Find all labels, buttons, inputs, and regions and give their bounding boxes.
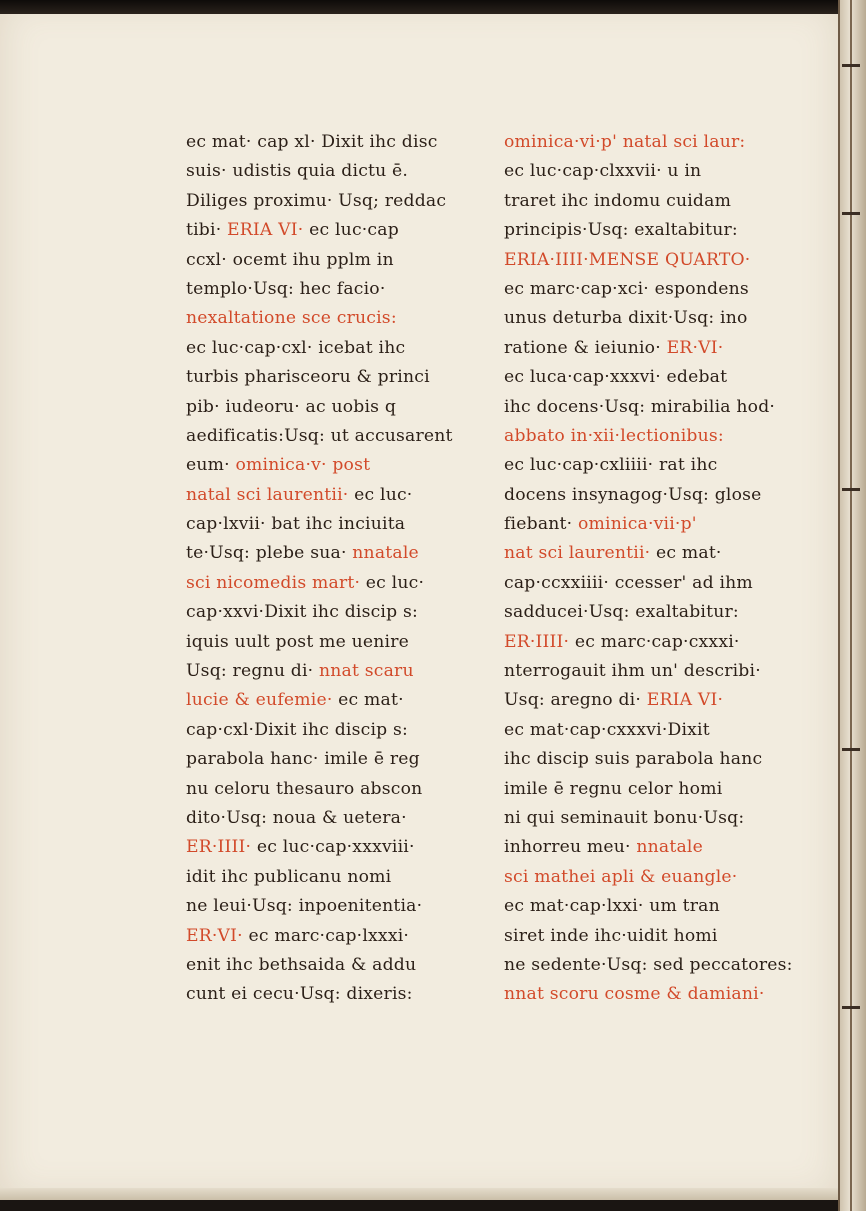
binding-stitch bbox=[842, 488, 860, 491]
page-bottom-shadow bbox=[0, 1188, 840, 1200]
body-text: ec luc·cap bbox=[303, 220, 399, 241]
text-line bbox=[186, 686, 486, 715]
text-line bbox=[504, 686, 804, 715]
body-text: pib· iudeoru· ac uobis q bbox=[186, 396, 397, 417]
body-text: sadducei·Usq: exaltabitur: bbox=[504, 602, 739, 623]
text-line bbox=[186, 187, 486, 216]
text-line bbox=[504, 922, 804, 951]
rubric-text: ER·VI· bbox=[666, 337, 724, 358]
body-text: ec mat· cap xl· Dixit ihc disc bbox=[186, 132, 438, 152]
text-line bbox=[186, 863, 486, 892]
body-text: ec mat·cap·lxxi· um tran bbox=[504, 896, 720, 917]
right-text-column bbox=[504, 128, 804, 1010]
body-text: cap·cxl·Dixit ihc discip s: bbox=[186, 719, 409, 740]
rubric-text: ERIA VI· bbox=[227, 220, 304, 241]
rubric-text: ominica·vi·p' natal sci laur: bbox=[504, 132, 746, 152]
text-line bbox=[504, 951, 804, 980]
binding-stitch bbox=[842, 1006, 860, 1009]
text-line bbox=[504, 745, 804, 774]
binding-edge bbox=[838, 0, 866, 1211]
text-line bbox=[504, 598, 804, 627]
text-line bbox=[186, 628, 486, 657]
text-line bbox=[186, 922, 486, 951]
body-text: ec marc·cap·xci· espondens bbox=[504, 278, 749, 299]
text-line bbox=[186, 539, 486, 568]
binding-stitch bbox=[842, 748, 860, 751]
body-text: iquis uult post me uenire bbox=[186, 631, 410, 652]
rubric-text: ERIA·IIII·MENSE QUARTO· bbox=[504, 249, 751, 270]
rubric-text: natal sci laurentii· bbox=[186, 484, 349, 505]
body-text: nu celoru thesauro abscon bbox=[186, 778, 423, 799]
binding-stitch bbox=[842, 212, 860, 215]
text-line bbox=[186, 157, 486, 186]
text-line bbox=[186, 745, 486, 774]
body-text: suis· udistis quia dictu ē. bbox=[186, 161, 409, 182]
text-line bbox=[186, 657, 486, 686]
body-text: ec mat· bbox=[650, 543, 722, 564]
body-text: enit ihc bethsaida & addu bbox=[186, 954, 417, 975]
text-line bbox=[186, 246, 486, 275]
body-text: imile ē regnu celor homi bbox=[504, 778, 723, 799]
text-line bbox=[504, 980, 804, 1009]
rubric-text: ER·VI· bbox=[186, 925, 243, 946]
body-text: dito·Usq: noua & uetera· bbox=[186, 807, 407, 828]
rubric-text: nnat scaru bbox=[318, 661, 414, 682]
text-line bbox=[186, 334, 486, 363]
text-line bbox=[504, 510, 804, 539]
text-line bbox=[504, 157, 804, 186]
text-line bbox=[504, 334, 804, 363]
rubric-text: nexaltatione sce crucis: bbox=[186, 308, 397, 329]
text-line bbox=[186, 393, 486, 422]
text-line bbox=[186, 892, 486, 921]
text-line bbox=[504, 892, 804, 921]
rubric-text: ER·IIII· bbox=[186, 837, 252, 858]
body-text: inhorreu meu· bbox=[504, 837, 637, 858]
text-line bbox=[504, 393, 804, 422]
body-text: ec luc·cap·clxxvii· u in bbox=[504, 161, 702, 182]
body-text: ec luc·cap·cxliiii· rat ihc bbox=[504, 455, 718, 476]
text-line bbox=[504, 569, 804, 598]
text-line bbox=[186, 951, 486, 980]
rubric-text: ERIA VI· bbox=[646, 690, 724, 711]
text-line bbox=[186, 481, 486, 510]
body-text: principis·Usq: exaltabitur: bbox=[504, 220, 738, 241]
text-line bbox=[186, 304, 486, 333]
body-text: ihc discip suis parabola hanc bbox=[504, 749, 763, 770]
body-text: cap·lxvii· bat ihc inciuita bbox=[186, 514, 406, 535]
body-text: aedificatis:Usq: ut accusarent bbox=[186, 425, 453, 446]
body-text: cap·ccxxiiii· ccesser' ad ihm bbox=[504, 572, 753, 593]
text-line bbox=[186, 598, 486, 627]
body-text: turbis pharisceoru & princi bbox=[186, 367, 430, 388]
text-line bbox=[186, 833, 486, 862]
body-text: parabola hanc· imile ē reg bbox=[186, 749, 420, 770]
text-line bbox=[186, 716, 486, 745]
text-line bbox=[504, 716, 804, 745]
text-line bbox=[504, 275, 804, 304]
text-line bbox=[504, 804, 804, 833]
body-text: ec mat· bbox=[332, 690, 404, 711]
body-text: ihc docens·Usq: mirabilia hod· bbox=[504, 396, 776, 417]
text-line bbox=[186, 363, 486, 392]
text-line bbox=[186, 128, 486, 157]
text-line bbox=[504, 657, 804, 686]
body-text: idit ihc publicanu nomi bbox=[186, 866, 392, 887]
left-text-column bbox=[186, 128, 486, 1010]
text-line bbox=[504, 128, 804, 157]
text-line bbox=[504, 833, 804, 862]
binding-stitch bbox=[842, 64, 860, 67]
body-text: ec luc·cap·cxl· icebat ihc bbox=[186, 337, 406, 358]
body-text: ec marc·cap·cxxxi· bbox=[569, 631, 740, 652]
body-text: ratione & ieiunio· bbox=[504, 337, 667, 358]
body-text: traret ihc indomu cuidam bbox=[504, 190, 732, 211]
text-line bbox=[186, 216, 486, 245]
rubric-text: nnatale bbox=[352, 543, 419, 564]
binding-fold-line bbox=[850, 0, 852, 1211]
body-text: ec marc·cap·lxxxi· bbox=[242, 925, 410, 946]
body-text: cap·xxvi·Dixit ihc discip s: bbox=[186, 602, 419, 623]
text-line bbox=[504, 539, 804, 568]
body-text: ne leui·Usq: inpoenitentia· bbox=[186, 896, 423, 917]
text-line bbox=[504, 216, 804, 245]
body-text: ec luca·cap·xxxvi· edebat bbox=[504, 367, 728, 388]
rubric-text: lucie & eufemie· bbox=[186, 690, 333, 711]
body-text: cunt ei cecu·Usq: dixeris: bbox=[186, 984, 413, 1005]
rubric-text: ominica·v· post bbox=[235, 455, 371, 476]
text-line bbox=[186, 451, 486, 480]
rubric-text: nnat scoru cosme & damiani· bbox=[504, 984, 765, 1005]
body-text: ne sedente·Usq: sed peccatores: bbox=[504, 954, 793, 975]
body-text: ec luc·cap·xxxviii· bbox=[251, 837, 415, 858]
body-text: tibi· bbox=[186, 220, 228, 241]
body-text: unus deturba dixit·Usq: ino bbox=[504, 308, 748, 329]
text-line bbox=[504, 628, 804, 657]
text-line bbox=[504, 246, 804, 275]
body-text: te·Usq: plebe sua· bbox=[186, 543, 353, 564]
rubric-text: nat sci laurentii· bbox=[504, 543, 651, 564]
body-text: eum· bbox=[186, 455, 236, 476]
body-text: ec luc· bbox=[348, 484, 413, 505]
top-dark-band bbox=[0, 0, 866, 14]
text-line bbox=[186, 775, 486, 804]
body-text: ec mat·cap·cxxxvi·Dixit bbox=[504, 719, 710, 740]
rubric-text: sci nicomedis mart· bbox=[186, 572, 361, 593]
text-line bbox=[504, 775, 804, 804]
text-line bbox=[186, 569, 486, 598]
text-line bbox=[504, 363, 804, 392]
text-line bbox=[186, 422, 486, 451]
rubric-text: ER·IIII· bbox=[504, 631, 570, 652]
body-text: siret inde ihc·uidit homi bbox=[504, 925, 718, 946]
rubric-text: sci mathei apli & euangle· bbox=[504, 866, 738, 887]
text-line bbox=[504, 451, 804, 480]
rubric-text: nnatale bbox=[636, 837, 703, 858]
rubric-text: abbato in·xii·lectionibus: bbox=[504, 425, 724, 446]
text-line bbox=[504, 304, 804, 333]
body-text: Diliges proximu· Usq; reddac bbox=[186, 190, 447, 211]
text-line bbox=[504, 481, 804, 510]
text-line bbox=[186, 275, 486, 304]
body-text: ccxl· ocemt ihu pplm in bbox=[186, 249, 394, 270]
body-text: Usq: aregno di· bbox=[504, 690, 647, 711]
body-text: Usq: regnu di· bbox=[186, 661, 319, 682]
body-text: docens insynagog·Usq: glose bbox=[504, 484, 762, 505]
body-text: fiebant· bbox=[504, 514, 578, 535]
rubric-text: ominica·vii·p' bbox=[577, 514, 697, 535]
text-line bbox=[504, 187, 804, 216]
body-text: nterrogauit ihm un' describi· bbox=[504, 661, 761, 682]
text-line bbox=[504, 863, 804, 892]
text-line bbox=[186, 510, 486, 539]
text-line bbox=[186, 804, 486, 833]
text-line bbox=[504, 422, 804, 451]
body-text: templo·Usq: hec facio· bbox=[186, 278, 386, 299]
body-text: ec luc· bbox=[360, 572, 425, 593]
body-text: ni qui seminauit bonu·Usq: bbox=[504, 807, 745, 828]
text-line bbox=[186, 980, 486, 1009]
